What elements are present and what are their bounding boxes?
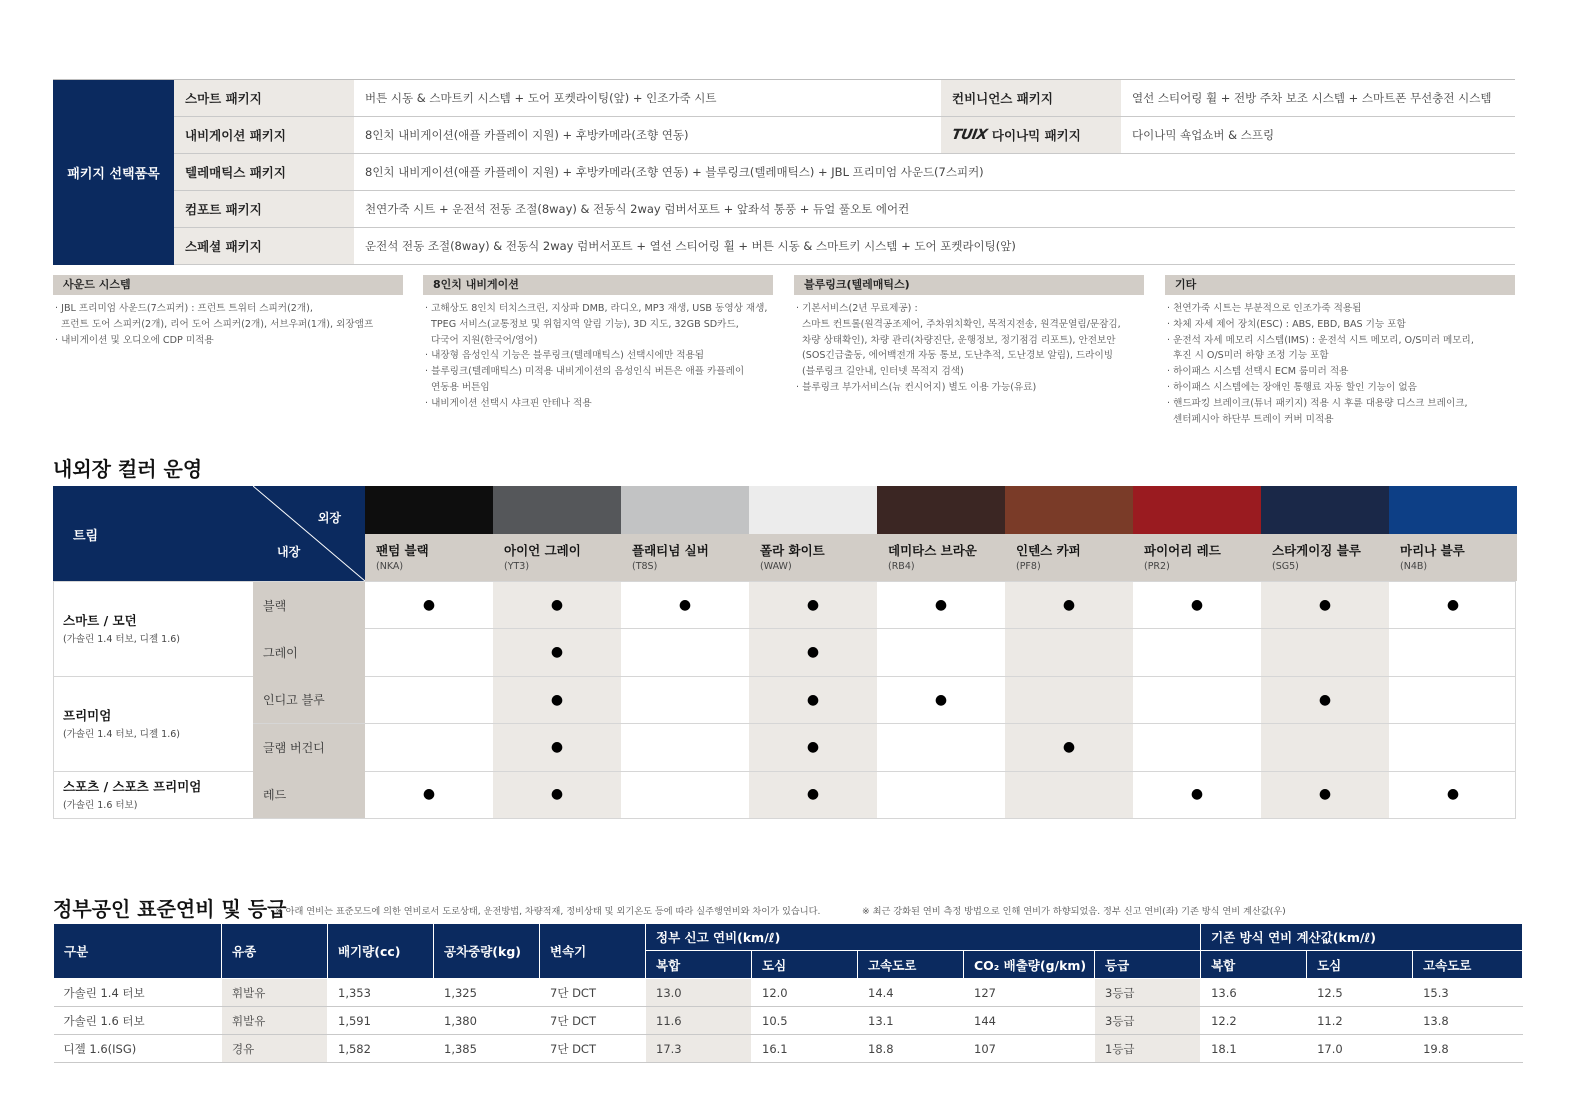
color-swatch [749, 486, 877, 534]
fuel-cell: 7단 DCT [540, 1035, 646, 1063]
color-name-cell [365, 534, 493, 581]
color-name: 팬텀 블랙 [376, 543, 429, 558]
package-row [174, 154, 1515, 191]
exterior-color-header [749, 486, 877, 581]
fuel-cell: 13.8 [1413, 1007, 1523, 1035]
color-name-cell [749, 534, 877, 581]
interior-name: 인디고 블루 [253, 676, 365, 723]
color-swatch [1133, 486, 1261, 534]
exterior-color-header [1389, 486, 1517, 581]
note-item: · 하이패스 시스템에는 장애인 통행료 자동 할인 기능이 없음 [1165, 380, 1515, 396]
fuel-note: ※ 아래 연비는 표준모드에 의한 연비로서 도로상태, 운전방법, 차량적재, 정비상태 및 외기온도 등에 따라 실주행연비와 차이가 있습니다. [275, 906, 821, 917]
interior-name: 레드 [253, 771, 365, 818]
color-swatch [877, 486, 1005, 534]
color-name: 폴라 화이트 [760, 543, 825, 558]
exterior-color-header [877, 486, 1005, 581]
color-swatch [493, 486, 621, 534]
color-swatch [621, 486, 749, 534]
color-name-cell [621, 534, 749, 581]
color-swatch [1005, 486, 1133, 534]
exterior-color-header [1133, 486, 1261, 581]
package-row [174, 228, 1515, 265]
interior-label: 내장 [277, 545, 301, 559]
trim-cell [53, 581, 253, 676]
note-item: · 천연가죽 시트는 부분적으로 인조가죽 적용됨 [1165, 301, 1515, 317]
package-row [174, 117, 1515, 154]
ext-int-header [253, 486, 365, 581]
trim-sub: (가솔린 1.4 터보, 디젤 1.6) [63, 729, 180, 741]
color-name: 플래티넘 실버 [632, 543, 709, 558]
note-title: 기타 [1165, 275, 1515, 295]
col-co2: CO₂ 배출량(g/km) [964, 951, 1095, 979]
note-item: · 내비게이션 및 오디오에 CDP 미적용 [53, 333, 403, 349]
color-name: 파이어리 레드 [1144, 543, 1221, 558]
trim-name: 스마트 / 모던 [63, 613, 137, 629]
row-divider [53, 818, 1516, 819]
fuel-row [54, 1007, 1523, 1035]
package-desc: 버튼 시동 & 스마트키 시스템 + 도어 포켓라이팅(앞) + 인조가죽 시트 [365, 91, 717, 105]
row-divider [253, 723, 1516, 724]
color-name-cell [1389, 534, 1517, 581]
outer-border [1515, 581, 1516, 818]
package-side-title: 패키지 선택품목 [53, 80, 174, 265]
col-gubun: 구분 [54, 924, 222, 979]
package-desc: 다이나믹 쇽업쇼버 & 스프링 [1132, 128, 1275, 142]
color-name-cell [1005, 534, 1133, 581]
fuel-cell: 1,380 [434, 1007, 540, 1035]
fuel-cell: 휘발유 [222, 979, 328, 1007]
fuel-cell: 7단 DCT [540, 979, 646, 1007]
trim-name: 스포츠 / 스포츠 프리미엄 [63, 779, 202, 795]
availability-dot: ● [806, 738, 820, 755]
fuel-cell: 13.0 [646, 979, 752, 1007]
availability-dot: ● [1062, 738, 1076, 755]
color-name-cell [493, 534, 621, 581]
interior-name: 블랙 [253, 582, 365, 629]
package-desc: 8인치 내비게이션(애플 카플레이 지원) + 후방카메라(조향 연동) [365, 128, 689, 142]
availability-dot: ● [1318, 786, 1332, 803]
fuel-section-title: 정부공인 표준연비 및 등급 [53, 897, 287, 921]
note-item: · 블루링크 부가서비스(뉴 컨시어지) 별도 이용 가능(유료) [794, 380, 1144, 396]
color-table [53, 486, 1516, 819]
fuel-body [54, 979, 1523, 1063]
availability-dot: ● [806, 691, 820, 708]
fuel-cell: 1,353 [328, 979, 434, 1007]
col-highway: 고속도로 [1413, 951, 1523, 979]
fuel-cell: 1,582 [328, 1035, 434, 1063]
fuel-cell: 14.4 [858, 979, 964, 1007]
package-name: 스마트 패키지 [174, 80, 354, 116]
color-swatch [1261, 486, 1389, 534]
note-list [423, 301, 773, 412]
package-desc: 열선 스티어링 휠 + 전방 주차 보조 시스템 + 스마트폰 무선충전 시스템 [1132, 91, 1492, 105]
col-grade: 등급 [1095, 951, 1201, 979]
availability-dot: ● [1318, 691, 1332, 708]
availability-dot: ● [422, 596, 436, 613]
exterior-color-header [1005, 486, 1133, 581]
interior-name: 글램 버건디 [253, 724, 365, 771]
fuel-table [53, 923, 1523, 1063]
fuel-cell: 144 [964, 1007, 1095, 1035]
availability-dot: ● [550, 786, 564, 803]
fuel-cell: 127 [964, 979, 1095, 1007]
trim-sub: (가솔린 1.6 터보) [63, 800, 138, 812]
trim-sub: (가솔린 1.4 터보, 디젤 1.6) [63, 634, 180, 646]
col-combined: 복합 [1201, 951, 1307, 979]
exterior-color-header [1261, 486, 1389, 581]
note-bluelink [794, 275, 1144, 396]
exterior-color-header [493, 486, 621, 581]
fuel-cell: 15.3 [1413, 979, 1523, 1007]
exterior-color-header [621, 486, 749, 581]
color-name: 스타게이징 블루 [1272, 543, 1361, 558]
fuel-row [54, 979, 1523, 1007]
fuel-row [54, 1035, 1523, 1063]
col-highway: 고속도로 [858, 951, 964, 979]
color-section-title: 내외장 컬러 운영 [53, 457, 203, 481]
availability-dot: ● [934, 596, 948, 613]
trim-cell [53, 771, 253, 818]
fuel-cell: 가솔린 1.6 터보 [54, 1007, 222, 1035]
fuel-cell: 휘발유 [222, 1007, 328, 1035]
col-group-old: 기존 방식 연비 계산값(km/ℓ) [1201, 924, 1523, 951]
exterior-label: 외장 [317, 511, 341, 525]
color-swatch [365, 486, 493, 534]
fuel-cell: 3등급 [1095, 1007, 1201, 1035]
package-table [53, 79, 1515, 265]
package-name-tuix [941, 117, 1121, 153]
fuel-cell: 10.5 [752, 1007, 858, 1035]
note-item: · 기본서비스(2년 무료제공) : 스마트 컨트롤(원격공조제어, 주차위치확인, 목적지전송, 원격문열림/문잠김, 차량 상태확인), 차량 관리(차량진단, 운행정보, 정기점검 리포트), 안전보안 (SOS긴급출동, 에어백전개 자동 통보, 도난추적, 도난경보 알림), 드라이빙 (블루링크 길안내, 인터넷 목적지 검색) [794, 301, 1144, 380]
availability-dot: ● [678, 596, 692, 613]
note-item: · 블루링크(텔레매틱스) 미적용 내비게이션의 음성인식 버튼은 애플 카플레이 연동용 버튼임 [423, 364, 773, 396]
fuel-cell: 12.0 [752, 979, 858, 1007]
fuel-cell: 19.8 [1413, 1035, 1523, 1063]
fuel-cell: 18.8 [858, 1035, 964, 1063]
column-shade [1005, 581, 1133, 818]
availability-dot: ● [550, 691, 564, 708]
note-item: · 내장형 음성인식 기능은 블루링크(텔레매틱스) 선택시에만 적용됨 [423, 348, 773, 364]
fuel-cell: 16.1 [752, 1035, 858, 1063]
note-item: · 차체 자세 제어 장치(ESC) : ABS, EBD, BAS 기능 포함 [1165, 317, 1515, 333]
interior-name: 그레이 [253, 629, 365, 676]
availability-dot: ● [422, 786, 436, 803]
note-item: · 핸드파킹 브레이크(튜너 패키지) 적용 시 후륜 대용량 디스크 브레이크, 센터페시아 하단부 트레이 커버 미적용 [1165, 396, 1515, 428]
availability-dot: ● [1190, 596, 1204, 613]
trim-name: 프리미엄 [63, 708, 112, 724]
color-name: 데미타스 브라운 [888, 543, 977, 558]
fuel-cell: 7단 DCT [540, 1007, 646, 1035]
availability-dot: ● [806, 786, 820, 803]
package-desc: 운전석 전동 조절(8way) & 전동식 2way 럼버서포트 + 열선 스티어링 휠 + 버튼 시동 & 스마트키 시스템 + 도어 포켓라이팅(앞) [365, 239, 1016, 253]
fuel-cell: 1,325 [434, 979, 540, 1007]
col-weight: 공차중량(kg) [434, 924, 540, 979]
package-desc: 8인치 내비게이션(애플 카플레이 지원) + 후방카메라(조향 연동) + 블루링크(텔레매틱스) + JBL 프리미엄 사운드(7스피커) [365, 165, 984, 179]
fuel-note: ※ 최근 강화된 연비 측정 방법으로 인해 연비가 하향되었음. 정부 신고 연비(좌) 기존 방식 연비 계산값(우) [862, 906, 1286, 917]
fuel-cell: 13.6 [1201, 979, 1307, 1007]
availability-dot: ● [1446, 786, 1460, 803]
col-displacement: 배기량(cc) [328, 924, 434, 979]
fuel-cell: 107 [964, 1035, 1095, 1063]
trim-header: 트림 [53, 486, 253, 581]
availability-dot: ● [1446, 596, 1460, 613]
availability-dot: ● [1062, 596, 1076, 613]
col-group-gov: 정부 신고 연비(km/ℓ) [646, 924, 1201, 951]
availability-dot: ● [550, 644, 564, 661]
fuel-cell: 13.1 [858, 1007, 964, 1035]
color-swatch [1389, 486, 1517, 534]
availability-dot: ● [1190, 786, 1204, 803]
note-list [1165, 301, 1515, 427]
note-title: 8인치 내비게이션 [423, 275, 773, 295]
note-title: 블루링크(텔레매틱스) [794, 275, 1144, 295]
color-code: (NKA) [376, 561, 404, 572]
row-divider [253, 628, 1516, 629]
col-combined: 복합 [646, 951, 752, 979]
package-row [174, 191, 1515, 228]
availability-dot: ● [550, 596, 564, 613]
color-code: (T8S) [632, 561, 658, 572]
note-item: · 운전석 자세 메모리 시스템(IMS) : 운전석 시트 메모리, O/S미러 메모리, 후진 시 O/S미러 하향 조정 기능 포함 [1165, 333, 1515, 365]
color-code: (N4B) [1400, 561, 1428, 572]
color-code: (WAW) [760, 561, 792, 572]
package-name: 컴포트 패키지 [174, 191, 354, 227]
fuel-cell: 3등급 [1095, 979, 1201, 1007]
package-name: 스페셜 패키지 [174, 228, 354, 264]
color-name-cell [1133, 534, 1261, 581]
color-code: (PR2) [1144, 561, 1170, 572]
note-item: · 고해상도 8인치 터치스크린, 지상파 DMB, 라디오, MP3 재생, USB 동영상 재생, TPEG 서비스(교통정보 및 위험지역 알림 기능), 3D 지도, 32GB SD카드, 다국어 지원(한국어/영어) [423, 301, 773, 348]
note-item: · 내비게이션 선택시 샤크핀 안테나 적용 [423, 396, 773, 412]
color-name: 아이언 그레이 [504, 543, 581, 558]
note-list [53, 301, 403, 348]
fuel-cell: 1,385 [434, 1035, 540, 1063]
col-city: 도심 [1307, 951, 1413, 979]
fuel-cell: 18.1 [1201, 1035, 1307, 1063]
fuel-cell: 12.2 [1201, 1007, 1307, 1035]
note-title: 사운드 시스템 [53, 275, 403, 295]
availability-dot: ● [1318, 596, 1332, 613]
package-name: 내비게이션 패키지 [174, 117, 354, 153]
col-fuel-type: 유종 [222, 924, 328, 979]
note-list [794, 301, 1144, 396]
fuel-cell: 1등급 [1095, 1035, 1201, 1063]
note-item: · JBL 프리미엄 사운드(7스피커) : 프런트 트위터 스피커(2개), 프런트 도어 스피커(2개), 리어 도어 스피커(2개), 서브우퍼(1개), 외장앰프 [53, 301, 403, 333]
fuel-cell: 1,591 [328, 1007, 434, 1035]
note-etc [1165, 275, 1515, 427]
exterior-color-header [365, 486, 493, 581]
fuel-cell: 17.3 [646, 1035, 752, 1063]
availability-dot: ● [934, 691, 948, 708]
color-code: (YT3) [504, 561, 530, 572]
package-desc: 천연가죽 시트 + 운전석 전동 조절(8way) & 전동식 2way 럼버서포트 + 앞좌석 통풍 + 듀얼 풀오토 에어컨 [365, 202, 910, 216]
diagonal-divider [253, 486, 365, 581]
color-name-cell [1261, 534, 1389, 581]
fuel-cell: 경유 [222, 1035, 328, 1063]
trim-cell [53, 676, 253, 771]
col-transmission: 변속기 [540, 924, 646, 979]
package-row [174, 80, 1515, 117]
color-name-cell [877, 534, 1005, 581]
fuel-cell: 12.5 [1307, 979, 1413, 1007]
note-item: · 하이패스 시스템 선택시 ECM 룸미러 적용 [1165, 364, 1515, 380]
color-code: (PF8) [1016, 561, 1041, 572]
package-name: 텔레매틱스 패키지 [174, 154, 354, 190]
tuix-logo: TUIX [950, 127, 989, 143]
fuel-cell: 11.2 [1307, 1007, 1413, 1035]
availability-dot: ● [806, 644, 820, 661]
note-sound-system [53, 275, 403, 348]
note-navigation [423, 275, 773, 412]
availability-dot: ● [550, 738, 564, 755]
col-city: 도심 [752, 951, 858, 979]
fuel-cell: 11.6 [646, 1007, 752, 1035]
package-name: 컨비니언스 패키지 [941, 80, 1121, 116]
color-code: (RB4) [888, 561, 915, 572]
availability-dot: ● [806, 596, 820, 613]
color-code: (SG5) [1272, 561, 1299, 572]
fuel-cell: 17.0 [1307, 1035, 1413, 1063]
fuel-cell: 디젤 1.6(ISG) [54, 1035, 222, 1063]
color-name: 인텐스 카퍼 [1016, 543, 1081, 558]
fuel-cell: 가솔린 1.4 터보 [54, 979, 222, 1007]
color-name: 마리나 블루 [1400, 543, 1465, 558]
package-name: 다이나믹 패키지 [991, 128, 1081, 143]
